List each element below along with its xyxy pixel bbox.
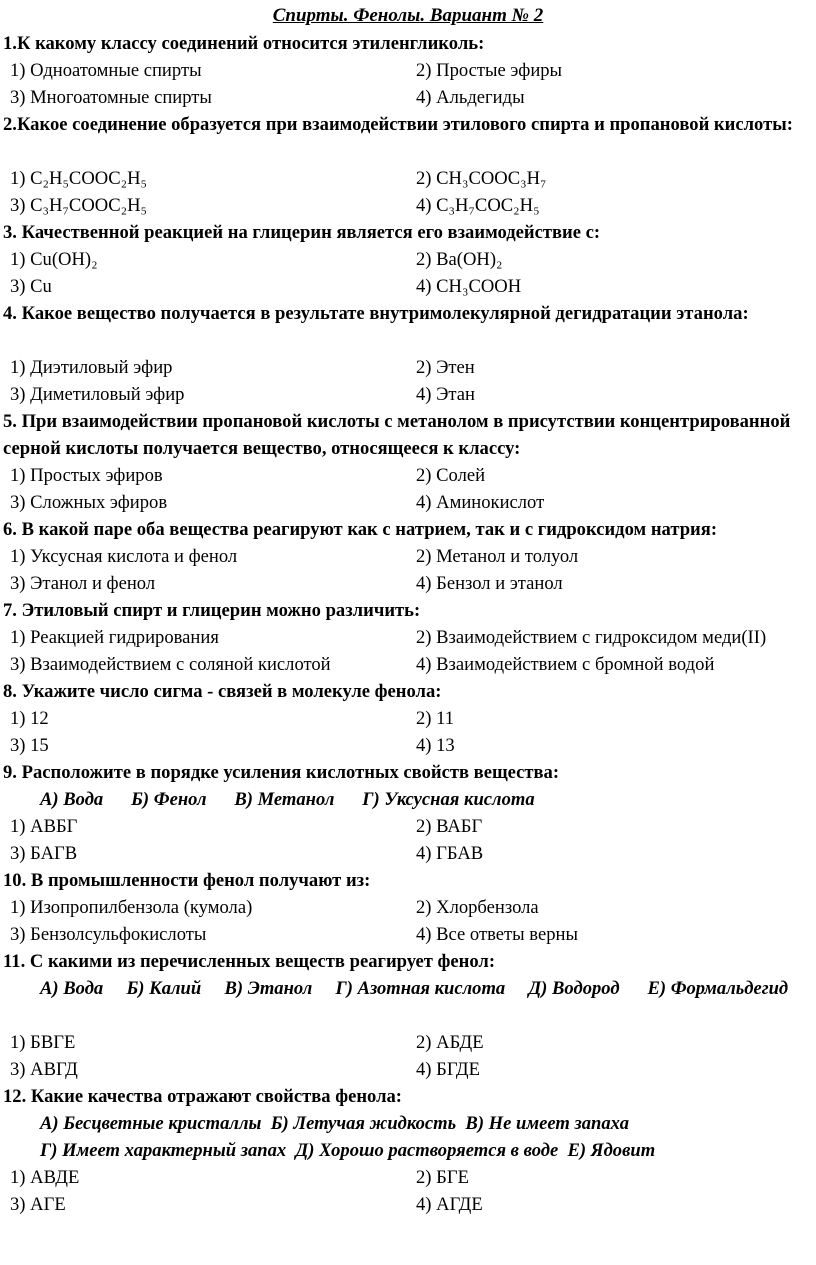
q4-option-1: 1) Диэтиловый эфир — [10, 357, 173, 378]
q2-option-1: 1) C₂H₅COOC₂H₅ — [10, 168, 147, 189]
question-9: 9. Расположите в порядке усиления кислотных свойств вещества: — [3, 762, 560, 783]
q6-option-3: 3) Этанол и фенол — [10, 573, 156, 594]
q5-option-3: 3) Сложных эфиров — [10, 492, 168, 513]
q4-option-3: 3) Диметиловый эфир — [10, 384, 185, 405]
q2-option-4: 4) C₃H₇COC₂H₅ — [416, 195, 540, 216]
question-4: 4. Какое вещество получается в результате внутримолекулярной дегидратации этанола: — [3, 303, 749, 324]
q9-option-4: 4) ГБАВ — [416, 843, 484, 864]
q9-option-3: 3) БАГВ — [10, 843, 78, 864]
q4-option-2: 2) Этен — [416, 357, 475, 378]
q6-option-4: 4) Бензол и этанол — [416, 573, 563, 594]
q10-option-2: 2) Хлорбензола — [416, 897, 539, 918]
question-8: 8. Укажите число сигма - связей в молекуле фенола: — [3, 681, 442, 702]
q10-option-4: 4) Все ответы верны — [416, 924, 578, 945]
q2-option-2: 2) CH₃COOC₃H₇ — [416, 168, 547, 189]
q3-option-3: 3) Cu — [10, 276, 52, 297]
q8-option-3: 3) 15 — [10, 735, 49, 756]
q11-option-1: 1) БВГЕ — [10, 1032, 76, 1053]
question-3: 3. Качественной реакцией на глицерин является его взаимодействие с: — [3, 222, 601, 243]
q12-option-2: 2) БГЕ — [416, 1167, 469, 1188]
q8-option-4: 4) 13 — [416, 735, 455, 756]
q10-option-1: 1) Изопропилбензола (кумола) — [10, 897, 253, 918]
q11-substances: А) Вода Б) Калий В) Этанол Г) Азотная кислота Д) Водород Е) Формальдегид — [40, 978, 789, 999]
q12-properties-line-1: А) Бесцветные кристаллы Б) Летучая жидкость В) Не имеет запаха — [40, 1113, 630, 1134]
question-7: 7. Этиловый спирт и глицерин можно различить: — [3, 600, 421, 621]
q12-option-1: 1) АВДЕ — [10, 1167, 80, 1188]
q9-option-2: 2) ВАБГ — [416, 816, 483, 837]
q9-option-1: 1) АВБГ — [10, 816, 78, 837]
q1-option-1: 1) Одноатомные спирты — [10, 60, 202, 81]
q7-option-4: 4) Взаимодействием с бромной водой — [416, 654, 715, 675]
q9-substances: А) Вода Б) Фенол В) Метанол Г) Уксусная кислота — [40, 789, 535, 810]
page-title: Спирты. Фенолы. Вариант № 2 — [272, 5, 544, 26]
q6-option-1: 1) Уксусная кислота и фенол — [10, 546, 238, 567]
q12-properties-line-2: Г) Имеет характерный запах Д) Хорошо растворяется в воде Е) Ядовит — [40, 1140, 656, 1161]
q5-option-4: 4) Аминокислот — [416, 492, 545, 513]
q8-option-1: 1) 12 — [10, 708, 49, 729]
q11-option-4: 4) БГДЕ — [416, 1059, 480, 1080]
q11-option-2: 2) АБДЕ — [416, 1032, 484, 1053]
q7-option-2: 2) Взаимодействием с гидроксидом меди(II) — [416, 627, 767, 648]
q3-option-2: 2) Ba(OH)₂ — [416, 249, 503, 270]
question-5: 5. При взаимодействии пропановой кислоты с метанолом в присутствии концентрированной серной кислоты получается вещество, относящееся к классу: — [3, 411, 791, 459]
q8-option-2: 2) 11 — [416, 708, 455, 729]
q1-option-2: 2) Простые эфиры — [416, 60, 563, 81]
question-2: 2.Какое соединение образуется при взаимодействии этилового спирта и пропановой кислоты: — [3, 114, 793, 135]
question-12: 12. Какие качества отражают свойства фенола: — [3, 1086, 403, 1107]
q5-option-2: 2) Солей — [416, 465, 486, 486]
q7-option-1: 1) Реакцией гидрирования — [10, 627, 219, 648]
q7-option-3: 3) Взаимодействием с соляной кислотой — [10, 654, 331, 675]
question-6: 6. В какой паре оба вещества реагируют как с натрием, так и с гидроксидом натрия: — [3, 519, 718, 540]
q4-option-4: 4) Этан — [416, 384, 475, 405]
q5-option-1: 1) Простых эфиров — [10, 465, 163, 486]
q12-option-4: 4) АГДЕ — [416, 1194, 483, 1215]
q12-option-3: 3) АГЕ — [10, 1194, 66, 1215]
question-1: 1.К какому классу соединений относится этиленгликоль: — [3, 33, 485, 54]
q1-option-4: 4) Альдегиды — [416, 87, 525, 108]
q6-option-2: 2) Метанол и толуол — [416, 546, 579, 567]
q2-option-3: 3) C₃H₇COOC₂H₅ — [10, 195, 147, 216]
question-10: 10. В промышленности фенол получают из: — [3, 870, 371, 891]
q3-option-1: 1) Cu(OH)₂ — [10, 249, 98, 270]
question-11: 11. С какими из перечисленных веществ реагирует фенол: — [3, 951, 496, 972]
q1-option-3: 3) Многоатомные спирты — [10, 87, 212, 108]
q10-option-3: 3) Бензолсульфокислоты — [10, 924, 207, 945]
q11-option-3: 3) АВГД — [10, 1059, 78, 1080]
q3-option-4: 4) CH₃COOH — [416, 276, 522, 297]
